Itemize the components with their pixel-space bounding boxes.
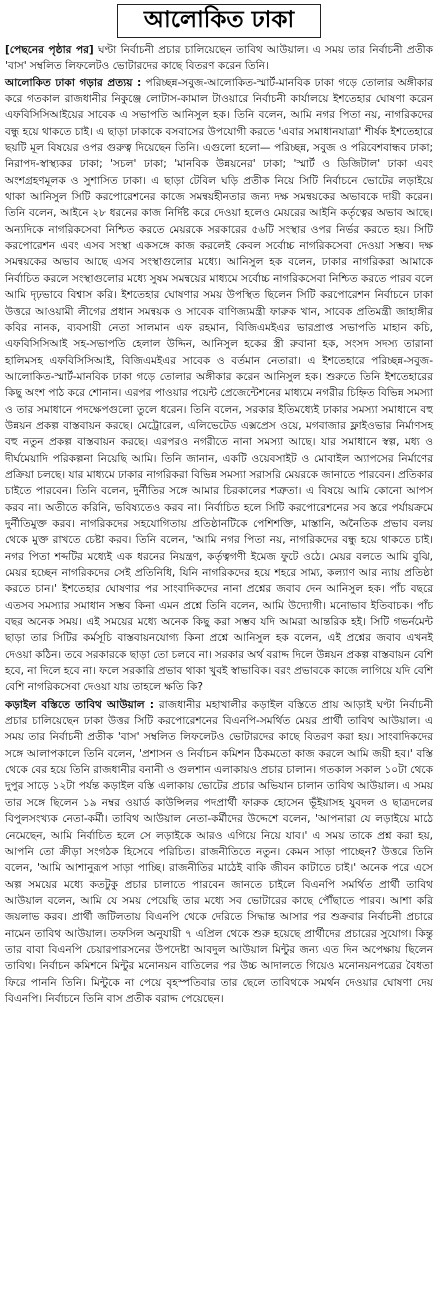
section-text-pledge: পরিচ্ছন্ন-সবুজ-আলোকিত-স্মার্ট-মানবিক ঢাকা গড়ে তোলার অঙ্গীকার করে গতকাল রাজধানীর নিকুঞ্জে লোটাস-কামাল টাওয়ারে নির্বাচনী কার্যালয়ে ইশতেহার ঘোষণা করেন এফবিসিসিআইয়ের সাবেক এ সভাপতি আনিসুল হক। তিনি বলেন, আমি নগর পিতা নয়, নাগরিকদের বন্ধু হয়ে থাকতে চাই। এ ছাড়া ঢাকাকে বসবাসের উপযোগী করতে 'এবার সমাধানযাত্রা' শীর্ষক ইশতেহারে ছয়টি মূল বিষয়ের ওপর গুরুত্ব দিয়েছেন তিনি। এগুলো হলো— পরিচ্ছন্ন, সবুজ ও পরিবেশবান্ধব ঢাকা; নিরাপদ-স্বাস্থ্যকর ঢাকা; 'সচল' ঢাকা; 'মানবিক উন্নয়নের' ঢাকা; 'স্মার্ট ও ডিজিটাল' ঢাকা এবং অংশগ্রহণমূলক ও সুশাসিত ঢাকা। এ ছাড়া টেবিল ঘড়ি প্রতীক নিয়ে সিটি নির্বাচনে ভোটের লড়াইয়ে থাকা আনিসুল সিটি করপোরেশনের কাজে সমন্বয়হীনতার জন্য দক্ষ সমন্বয়কের অভাবকে দায়ী করেন। তিনি বলেন, আইনে ২৮ ধরনের কাজ নির্দিষ্ট করে দেওয়া হলেও মেয়রের আইনি কর্তৃত্বের অভাব আছে। অন্যদিকে নাগরিকসেবা নিশ্চিত করতে মেয়রকে সরকারের ৫৬টি সংস্থার ওপর নির্ভর করতে হয়। সিটি করপোরেশন এবং এসব সংস্থা একসঙ্গে কাজ করলেই কেবল সর্বোচ্চ নাগরিকসেবা দেওয়া সম্ভব। দক্ষ সমন্বয়কের অভাব আছে এসব সংস্থাগুলোর মধ্যে। আনিসুল হক বলেন, ঢাকার নাগরিকরা আমাকে নির্বাচিত করলে সংস্থাগুলোর মধ্যে সুষম সমন্বয়ের মাধ্যমে সর্বোচ্চ নাগরিকসেবা নিশ্চিত করতে পারব বলে আমি দৃঢ়ভাবে বিশ্বাস করি। ইশতেহার ঘোষণার সময় উপস্থিত ছিলেন সিটি করপোরেশন নির্বাচনে ঢাকা উত্তরে আওয়ামী লীগের প্রধান সমন্বয়ক ও সাবেক বাণিজ্যমন্ত্রী ফারুক খান, সাবেক প্রতিমন্ত্রী জাহাঙ্গীর কবির নানক, ব্যবসায়ী নেতা সালমান এফ রহমান, বিজিএমইএর ভারপ্রাপ্ত সভাপতি মাহান কচি, এফবিসিসিআই সহ-সভাপতি হেলাল উদ্দিন, আনিসুল হকের স্ত্রী রুবানা হক, সংসদ সদস্য তারানা হালিমসহ এফবিসিসিআই, বিজিএমইএর সাবেক ও বর্তমান নেতারা। এ ইশতেহারে পরিচ্ছন্ন-সবুজ-আলোকিত-স্মার্ট-মানবিক ঢাকা গড়ে তোলার অঙ্গীকার করেন আনিসুল হক। শুরুতে তিনি ইশতেহারের কিছু অংশ পাঠ করে শোনান। এরপর পাওয়ার পয়েন্ট প্রেজেন্টেশনের মাধ্যমে নগরীর চিহ্নিত বিভিন্ন সমস্যা ও তার সমাধানে পদক্ষেপগুলো তুলে ধরেন। তিনি বলেন, সরকার ইতিমধ্যেই ঢাকার সমস্যা সমাধানে বহু উন্নয়ন প্রকল্প বাস্তবায়ন করছে। মেট্রোরেল, এলিভেটেড এক্সপ্রেস ওয়ে, মগবাজার ফ্লাইওভার নির্মাণসহ বহু নতুন প্রকল্প বাস্তবায়ন করছে। এরপরও নগরীতে নানা সমস্যা আছে। যার সমাধানে স্বল্প, মধ্য ও দীর্ঘমেয়াদি পরিকল্পনা নিয়েছি আমি। তিনি জানান, একটি ওয়েবসাইট ও মোবাইল অ্যাপসের নির্মাণের প্রক্রিয়া চলছে। যার মাধ্যমে ঢাকার নাগরিকরা বিভিন্ন সমস্যা সরাসরি মেয়রকে জানাতে পারবেন। প্রতিকার চাইতে পারবেন। তিনি বলেন, দুর্নীতির সঙ্গে আমার চিরকালের শত্রুতা। এ বিষয়ে আমি কোনো আপস করব না। অতীতে করিনি, ভবিষ্যতেও করব না। নির্বাচিত হলে সিটি করপোরেশনের সব স্তরে পর্যায়ক্রমে দুর্নীতিমুক্ত করব। নাগরিকদের সহযোগিতায় প্রতিষ্ঠানটিকে পেশিশক্তি, মাস্তানি, অনৈতিক প্রভাব বলয় থেকে মুক্ত রাখতে চেষ্টা করব। তিনি বলেন, 'আমি নগর পিতা নয়, নাগরিকদের বন্ধু হয়ে থাকতে চাই। নগর পিতা শব্দটির মধ্যেই এক ধরনের নিয়ন্ত্রণ, কর্তৃত্বগণী ইমেজ ফুটে ওঠে। মেয়র বলতে আমি বুঝি, মেয়র হচ্ছেন নাগরিকদের সেই প্রতিনিধি, যিনি নাগরিকদের হয়ে শহরে সাম্য, কল্যাণ আর ন্যায় প্রতিষ্ঠা করতে চান।' ইশতেহার ঘোষণার পর সাংবাদিকদের নানা প্রশ্নের জবাব দেন আনিসুল হক। পাঁচ বছরে এতসব সমস্যার সমাধান সম্ভব কিনা এমন প্রশ্নে তিনি বলেন, আমি উদ্যোগী। মনোভাব ইতিবাচক। পাঁচ বছর অনেক সময়। এই সময়ের মধ্যে অনেক কিছু করা সম্ভব যদি আমরা আন্তরিক হই। সিটি গভর্নমেন্ট ছাড়া তার সিটির কর্মসূচি বাস্তবায়নযোগ্য কিনা প্রশ্নে আনিসুল হক বলেন, এই প্রশ্নের জবাব এখনই দেওয়া কঠিন। তবে সরকারকে ছাড়া তো চলবে না। সরকার অর্থ বরাদ্দ দিলে উন্নয়ন প্রকল্প বাস্তবায়ন বেশি হবে, না দিলে হবে না। ফলে সরকারি প্রভাব থাকা খুবই স্বাভাবিক। বরং প্রভাবকে কাজে লাগিয়ে যদি বেশি বেশি নাগরিকসেবা দেওয়া যায় তাহলে ক্ষতি কি? bbox=[5, 76, 434, 694]
continued-from-label: [পেছনের পৃষ্ঠার পর] bbox=[5, 44, 94, 56]
section-heading-korail: কড়াইল বস্তিতে তাবিথ আউয়াল : bbox=[5, 698, 154, 711]
section-paragraph bbox=[5, 697, 433, 1008]
section-paragraph bbox=[5, 75, 433, 696]
headline-box bbox=[5, 4, 433, 38]
article-body bbox=[5, 42, 433, 1007]
headline: আলোকিত ঢাকা bbox=[117, 4, 321, 38]
intro-text: ঘণ্টা নির্বাচনী প্রচার চালিয়েছেন তাবিথ আউয়াল। এ সময় তার নির্বাচনী প্রতীক 'বাস' সম্বলিত লিফলেটও ভোটারদের কাছে বিতরণ করেন তিনি। bbox=[5, 44, 433, 73]
section-text-korail: রাজধানীর মহাখালীর কড়াইল বস্তিতে প্রায় আড়াই ঘণ্টা নির্বাচনী প্রচার চালিয়েছেন ঢাকা উত্তর সিটি করপোরেশনের বিএনপি-সমর্থিত মেয়র প্রার্থী তাবিথ আউয়াল। এ সময় তার নির্বাচনী প্রতীক 'বাস' সম্বলিত লিফলেটও ভোটারদের কাছে বিতরণ করা হয়। সাংবাদিকদের সঙ্গে আলাপকালে তিনি বলেন, 'প্রশাসন ও নির্বাচন কমিশন ঠিকমতো কাজ করলে আমি জয়ী হব।' বস্তি থেকে বের হয়ে তিনি রাজধানীর বনানী ও গুলশান এলাকায়ও প্রচার চালান। গতকাল সকাল ১০টা থেকে দুপুর সাড়ে ১২টা পর্যন্ত কড়াইল বস্তি এলাকায় ভোটের প্রচার অভিযান চালান তাবিথ আউয়াল। এ সময় তার সঙ্গে ছিলেন ১৯ নম্বর ওয়ার্ড কাউন্সিলর পদপ্রার্থী ফারুক হোসেন ভূঁইয়াসহ যুবদল ও ছাত্রদলের বিপুলসংখ্যক নেতা-কর্মী। তাবিথ আউয়াল নেতা-কর্মীদের উদ্দেশে বলেন, 'আপনারা যে লড়াইয়ে মাঠে নেমেছেন, আমি নির্বাচিত হলে সে লড়াইকে আরও এগিয়ে নিয়ে যাব।' এ সময় তাকে প্রশ্ন করা হয়, আপনি তো ক্রীড়া সংগঠক হিসেবে পরিচিত। রাজনীতিতে নতুন। কেমন সাড়া পাচ্ছেন? উত্তরে তিনি বলেন, 'আমি আশানুরূপ সাড়া পাচ্ছি। রাজনীতির মাঠেই বাকি জীবন কাটাতে চাই।' অনেক পরে এসে অল্প সময়ের মধ্যে কতটুকু প্রচার চালাতে পারবেন জানতে চাইলে বিএনপি সমর্থিত প্রার্থী তাবিথ আউয়াল বলেন, আমি যে সময় পেয়েছি তার মধ্যে সব ভোটারের কাছে পৌঁছাতে পারব। আশা করি জয়লাভ করব। প্রার্থী জটিলতায় বিএনপি থেকে দেরিতে সিদ্ধান্ত আসার পর শুক্রবার নির্বাচনী প্রচারে নামেন তাবিথ আউয়াল। তফসিল অনুযায়ী ৭ এপ্রিল থেকে শুরু হয়েছে প্রার্থীদের প্রচারের সুযোগ। কিন্তু তার বাবা বিএনপি চেয়ারপারসনের উপদেষ্টা আবদুল আউয়াল মিন্টুর জন্য এত দিন অপেক্ষায় ছিলেন তাবিথ। নির্বাচন কমিশনে মিন্টুর মনোনয়ন বাতিলের পর উচ্চ আদালতে গিয়েও মনোনয়নপত্রের বৈধতা ফিরে পাননি তিনি। মিন্টুকে না পেয়ে বৃহস্পতিবার তার ছেলে তাবিথকে সমর্থন দেওয়ার ঘোষণা দেয় বিএনপি। নির্বাচনে তিনি বাস প্রতীক বরাদ্দ পেয়েছেন। bbox=[5, 698, 433, 1005]
intro-paragraph bbox=[5, 42, 433, 75]
section-heading-pledge: আলোকিত ঢাকা গড়ার প্রত্যয় : bbox=[5, 76, 142, 89]
